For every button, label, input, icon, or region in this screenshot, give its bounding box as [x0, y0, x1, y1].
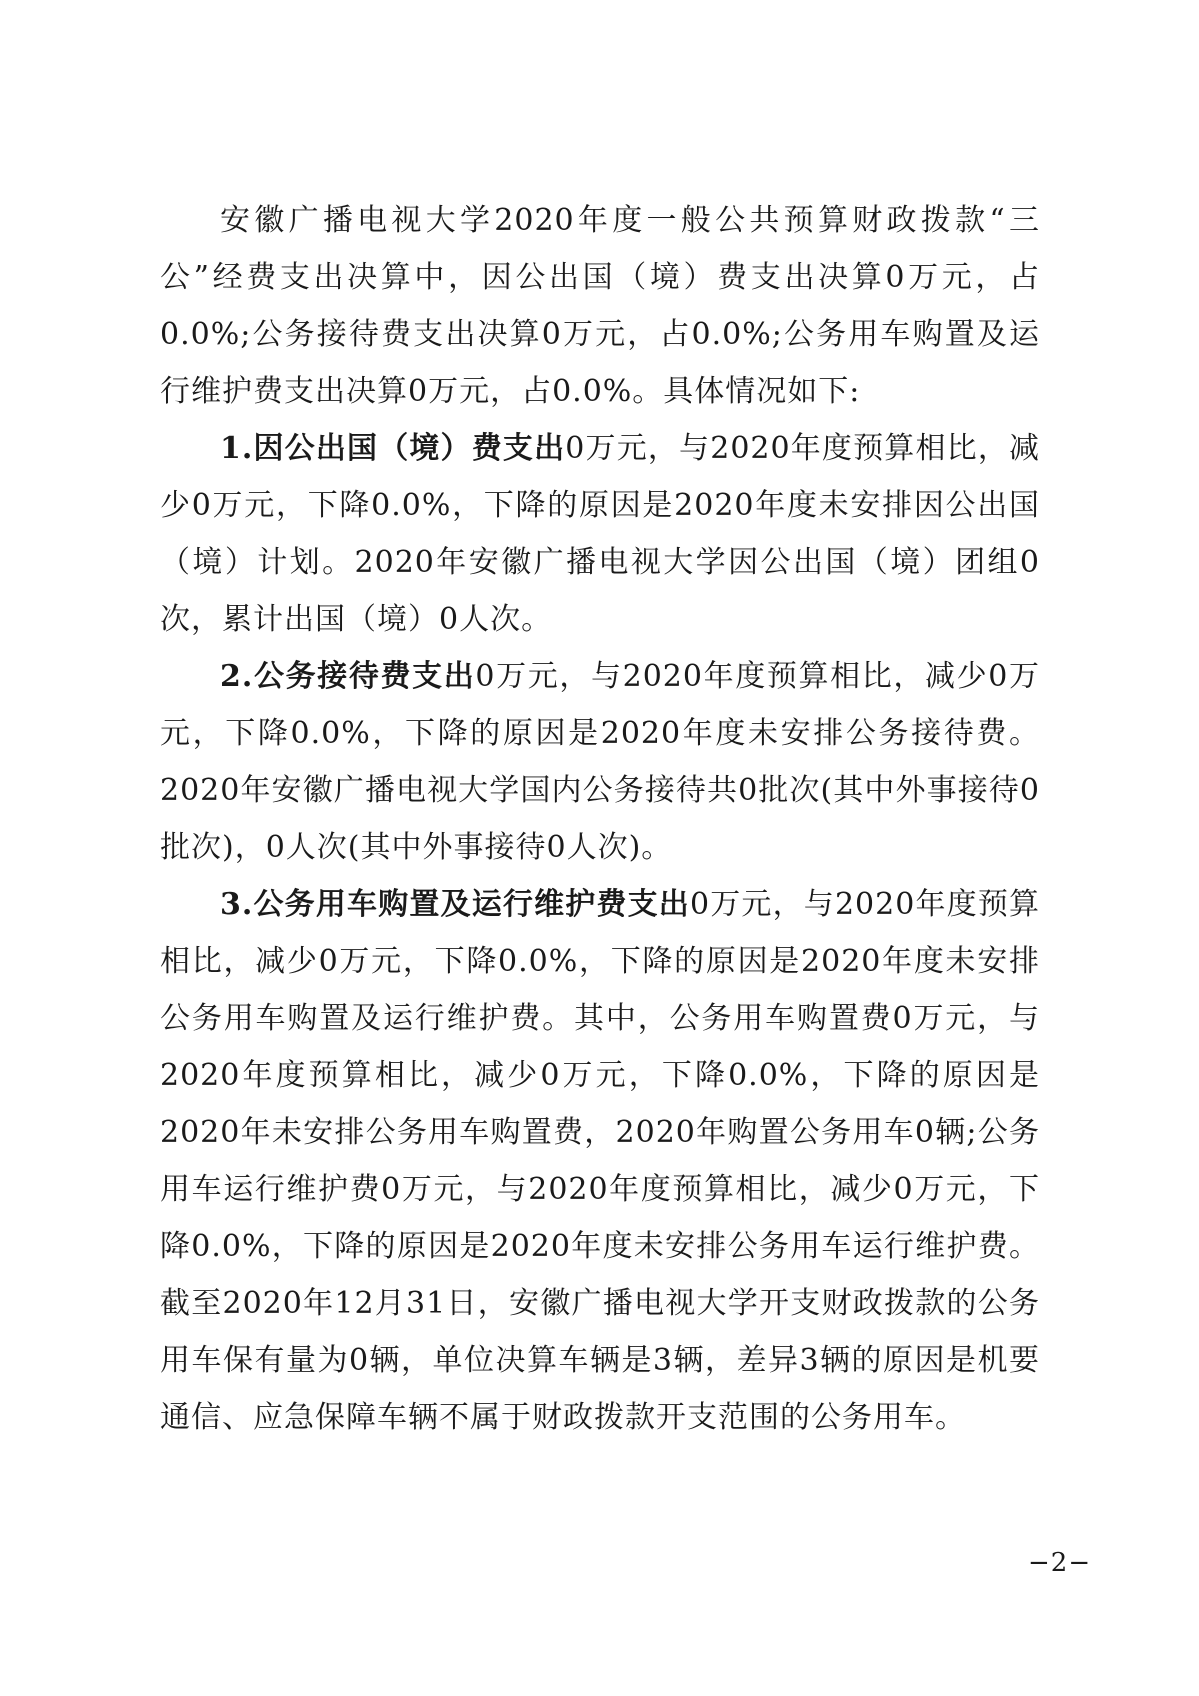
- page-number: −2−: [1028, 1548, 1092, 1578]
- section-body-overseas: 0万元，与2020年度预算相比，减少0万元，下降0.0%，下降的原因是2020年度未安排因公出国（境）计划。2020年安徽广播电视大学因公出国（境）团组0次，累计出国（境）0人次。: [160, 431, 1040, 637]
- document-body: [160, 192, 1040, 1446]
- section-paragraph-overseas: [160, 420, 1040, 648]
- section-paragraph-vehicles: [160, 876, 1040, 1446]
- section-heading-overseas: 1.因公出国（境）费支出: [220, 431, 566, 466]
- intro-paragraph: 安徽广播电视大学2020年度一般公共预算财政拨款“三公”经费支出决算中，因公出国（境）费支出决算0万元，占0.0%;公务接待费支出决算0万元，占0.0%;公务用车购置及运行维护费支出决算0万元，占0.0%。具体情况如下:: [160, 203, 1040, 409]
- section-heading-vehicles: 3.公务用车购置及运行维护费支出: [220, 887, 690, 922]
- section-body-reception: 0万元，与2020年度预算相比，减少0万元，下降0.0%，下降的原因是2020年度未安排公务接待费。2020年安徽广播电视大学国内公务接待共0批次(其中外事接待0批次)，0人次(其中外事接待0人次)。: [160, 659, 1040, 865]
- section-paragraph-reception: [160, 648, 1040, 876]
- section-body-vehicles: 0万元，与2020年度预算相比，减少0万元，下降0.0%，下降的原因是2020年度未安排公务用车购置及运行维护费。其中，公务用车购置费0万元，与2020年度预算相比，减少0万元，下降0.0%，下降的原因是2020年未安排公务用车购置费，2020年购置公务用车0辆;公务用车运行维护费0万元，与2020年度预算相比，减少0万元，下降0.0%，下降的原因是2020年度未安排公务用车运行维护费。截至2020年12月31日，安徽广播电视大学开支财政拨款的公务用车保有量为0辆，单位决算车辆是3辆，差异3辆的原因是机要通信、应急保障车辆不属于财政拨款开支范围的公务用车。: [160, 887, 1040, 1435]
- section-heading-reception: 2.公务接待费支出: [220, 659, 476, 694]
